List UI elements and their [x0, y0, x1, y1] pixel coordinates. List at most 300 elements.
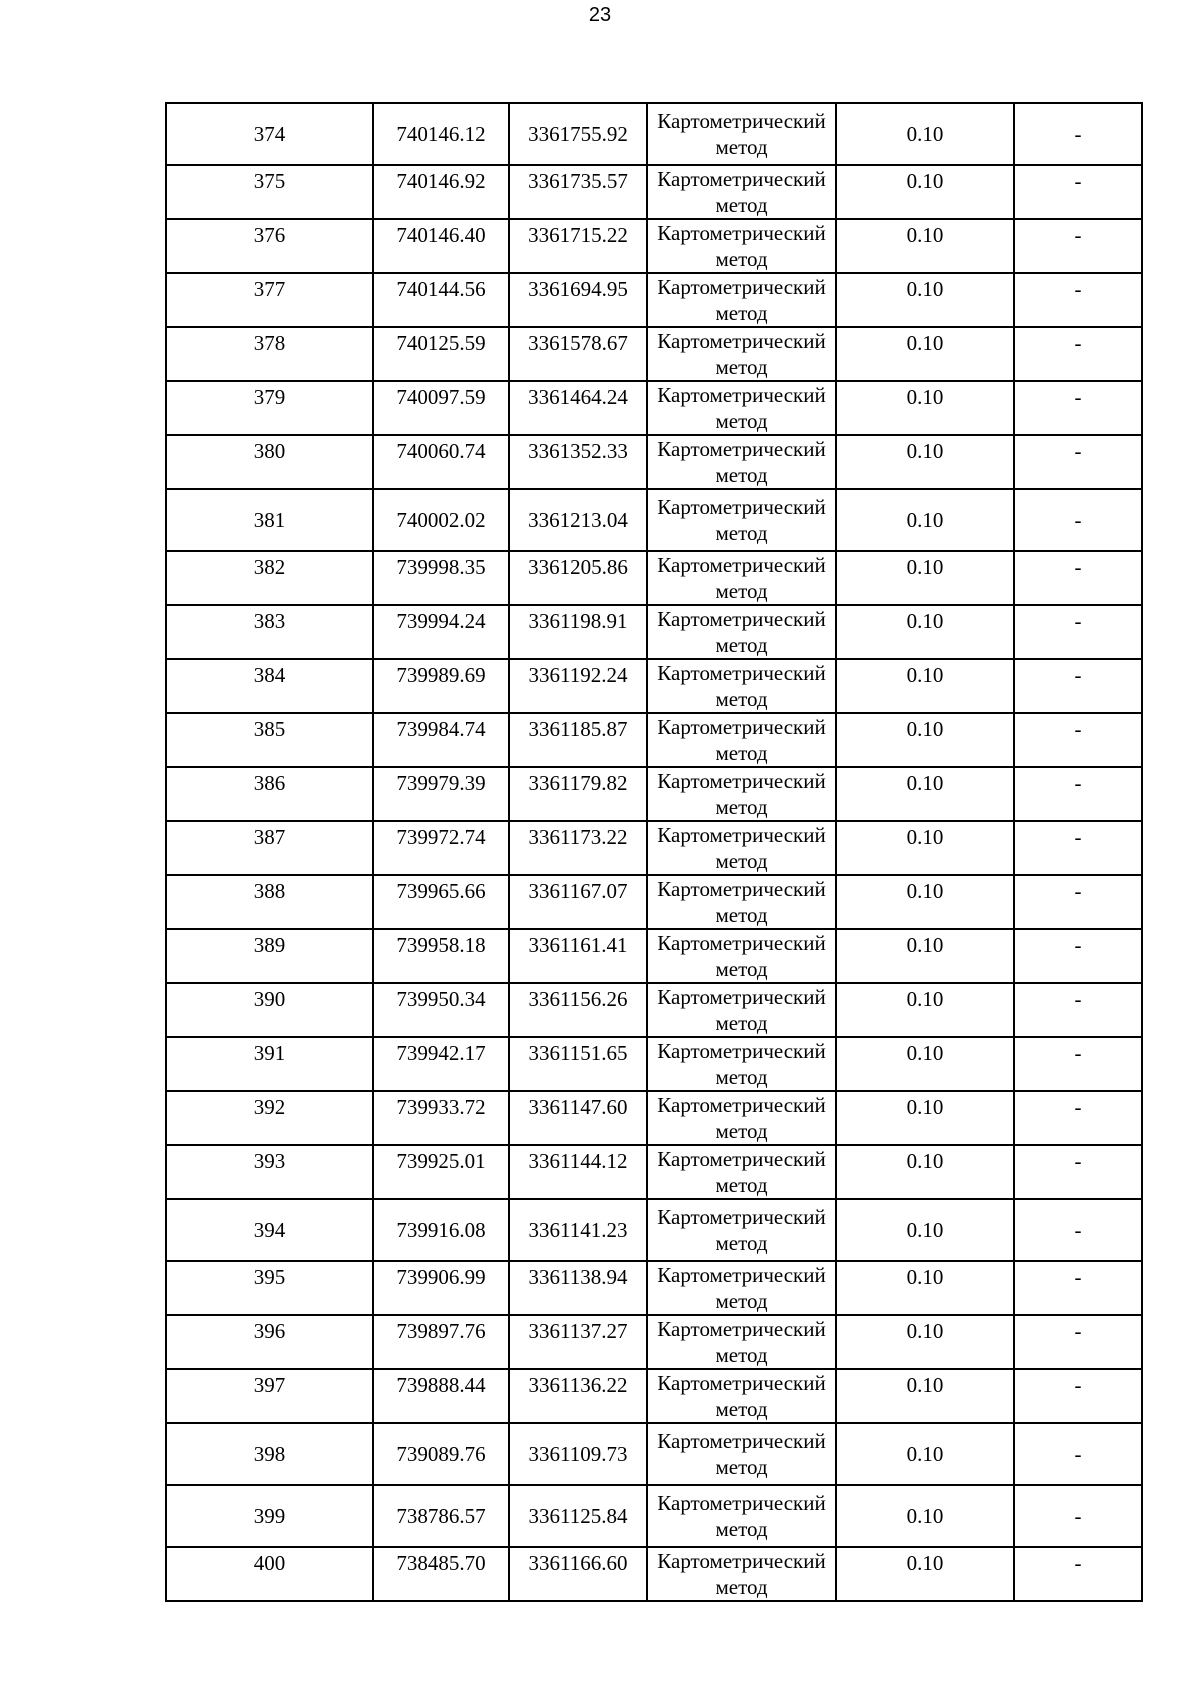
- y-coordinate-value: 3361147.60: [528, 1095, 628, 1119]
- method-line-2: метод: [715, 1575, 768, 1599]
- accuracy-value: 0.10: [906, 663, 944, 687]
- y-coordinate-cell: [509, 1485, 647, 1547]
- accuracy-cell: [836, 103, 1014, 165]
- y-coordinate-value: 3361138.94: [528, 1265, 628, 1289]
- point-number-value: 390: [253, 987, 286, 1011]
- y-coordinate-value: 3361205.86: [528, 555, 628, 579]
- note-value: -: [1074, 1218, 1082, 1242]
- accuracy-cell: [836, 875, 1014, 929]
- accuracy-value: 0.10: [906, 879, 944, 903]
- y-coordinate-value: 3361192.24: [528, 663, 628, 687]
- note-cell: [1014, 327, 1142, 381]
- x-coordinate-cell: [373, 1485, 509, 1547]
- method-line-2: метод: [715, 521, 768, 545]
- table-row: [166, 659, 1142, 713]
- method-line-2: метод: [715, 957, 768, 981]
- x-coordinate-cell: [373, 1547, 509, 1601]
- accuracy-cell: [836, 1145, 1014, 1199]
- accuracy-cell: [836, 327, 1014, 381]
- table-row: [166, 551, 1142, 605]
- x-coordinate-value: 738786.57: [396, 1504, 486, 1528]
- method-line-2: метод: [715, 135, 768, 159]
- table-row: [166, 489, 1142, 551]
- y-coordinate-cell: [509, 489, 647, 551]
- point-number-cell: [166, 1547, 373, 1601]
- y-coordinate-value: 3361156.26: [528, 987, 628, 1011]
- method-cell: [647, 1369, 836, 1423]
- x-coordinate-value: 739984.74: [396, 717, 486, 741]
- method-line-1: Картометрический: [657, 275, 826, 299]
- method-cell: [647, 767, 836, 821]
- note-cell: [1014, 381, 1142, 435]
- method-cell: [647, 1547, 836, 1601]
- x-coordinate-cell: [373, 1315, 509, 1369]
- table-row: [166, 435, 1142, 489]
- x-coordinate-cell: [373, 165, 509, 219]
- method-line-1: Картометрический: [657, 931, 826, 955]
- point-number-value: 387: [253, 825, 286, 849]
- x-coordinate-value: 739933.72: [396, 1095, 486, 1119]
- method-line-1: Картометрический: [657, 985, 826, 1009]
- method-cell: [647, 219, 836, 273]
- method-cell: [647, 103, 836, 165]
- accuracy-value: 0.10: [906, 1041, 944, 1065]
- x-coordinate-cell: [373, 1037, 509, 1091]
- accuracy-value: 0.10: [906, 1504, 944, 1528]
- point-number-cell: [166, 551, 373, 605]
- y-coordinate-cell: [509, 1369, 647, 1423]
- y-coordinate-cell: [509, 659, 647, 713]
- y-coordinate-value: 3361144.12: [528, 1149, 628, 1173]
- method-cell: [647, 1145, 836, 1199]
- x-coordinate-cell: [373, 327, 509, 381]
- y-coordinate-value: 3361715.22: [528, 223, 628, 247]
- y-coordinate-cell: [509, 165, 647, 219]
- note-cell: [1014, 1485, 1142, 1547]
- method-line-1: Картометрический: [657, 1491, 826, 1515]
- point-number-value: 392: [253, 1095, 286, 1119]
- point-number-cell: [166, 219, 373, 273]
- x-coordinate-value: 740146.40: [396, 223, 486, 247]
- method-line-2: метод: [715, 849, 768, 873]
- y-coordinate-cell: [509, 327, 647, 381]
- note-cell: [1014, 1547, 1142, 1601]
- method-line-1: Картометрический: [657, 109, 826, 133]
- x-coordinate-cell: [373, 1423, 509, 1485]
- accuracy-cell: [836, 435, 1014, 489]
- accuracy-value: 0.10: [906, 609, 944, 633]
- y-coordinate-cell: [509, 551, 647, 605]
- x-coordinate-value: 739989.69: [396, 663, 486, 687]
- method-line-2: метод: [715, 1517, 768, 1541]
- y-coordinate-cell: [509, 1199, 647, 1261]
- table-row: [166, 1037, 1142, 1091]
- accuracy-value: 0.10: [906, 987, 944, 1011]
- accuracy-value: 0.10: [906, 122, 944, 146]
- note-value: -: [1074, 1373, 1082, 1397]
- accuracy-cell: [836, 1261, 1014, 1315]
- point-number-value: 379: [253, 385, 286, 409]
- method-line-2: метод: [715, 795, 768, 819]
- point-number-value: 374: [253, 122, 286, 146]
- method-line-2: метод: [715, 463, 768, 487]
- method-cell: [647, 713, 836, 767]
- y-coordinate-cell: [509, 1091, 647, 1145]
- table-row: [166, 1547, 1142, 1601]
- x-coordinate-cell: [373, 983, 509, 1037]
- accuracy-cell: [836, 1199, 1014, 1261]
- y-coordinate-value: 3361464.24: [528, 385, 628, 409]
- accuracy-value: 0.10: [906, 717, 944, 741]
- x-coordinate-value: 740125.59: [396, 331, 486, 355]
- x-coordinate-cell: [373, 767, 509, 821]
- x-coordinate-value: 739950.34: [396, 987, 486, 1011]
- y-coordinate-cell: [509, 875, 647, 929]
- x-coordinate-cell: [373, 713, 509, 767]
- method-line-1: Картометрический: [657, 383, 826, 407]
- x-coordinate-cell: [373, 435, 509, 489]
- x-coordinate-value: 739089.76: [396, 1442, 486, 1466]
- method-cell: [647, 1261, 836, 1315]
- accuracy-cell: [836, 1315, 1014, 1369]
- point-number-value: 396: [253, 1319, 286, 1343]
- method-line-1: Картометрический: [657, 167, 826, 191]
- method-line-2: метод: [715, 741, 768, 765]
- accuracy-value: 0.10: [906, 331, 944, 355]
- accuracy-cell: [836, 1423, 1014, 1485]
- method-line-1: Картометрический: [657, 1147, 826, 1171]
- method-cell: [647, 435, 836, 489]
- method-line-2: метод: [715, 687, 768, 711]
- note-value: -: [1074, 663, 1082, 687]
- y-coordinate-cell: [509, 1037, 647, 1091]
- note-cell: [1014, 1037, 1142, 1091]
- y-coordinate-value: 3361125.84: [528, 1504, 628, 1528]
- point-number-cell: [166, 1091, 373, 1145]
- y-coordinate-cell: [509, 1261, 647, 1315]
- accuracy-cell: [836, 713, 1014, 767]
- method-line-1: Картометрический: [657, 437, 826, 461]
- point-number-cell: [166, 1423, 373, 1485]
- method-line-1: Картометрический: [657, 495, 826, 519]
- method-line-1: Картометрический: [657, 769, 826, 793]
- table-row: [166, 273, 1142, 327]
- accuracy-cell: [836, 273, 1014, 327]
- point-number-cell: [166, 1145, 373, 1199]
- table-row: [166, 1145, 1142, 1199]
- method-line-2: метод: [715, 903, 768, 927]
- table-row: [166, 1199, 1142, 1261]
- y-coordinate-cell: [509, 1145, 647, 1199]
- point-number-value: 378: [253, 331, 286, 355]
- method-line-2: метод: [715, 409, 768, 433]
- x-coordinate-value: 738485.70: [396, 1551, 486, 1575]
- point-number-value: 376: [253, 223, 286, 247]
- y-coordinate-cell: [509, 1547, 647, 1601]
- point-number-cell: [166, 605, 373, 659]
- note-cell: [1014, 1369, 1142, 1423]
- accuracy-value: 0.10: [906, 825, 944, 849]
- note-cell: [1014, 551, 1142, 605]
- table-row: [166, 1485, 1142, 1547]
- y-coordinate-value: 3361735.57: [528, 169, 628, 193]
- note-value: -: [1074, 1265, 1082, 1289]
- method-cell: [647, 659, 836, 713]
- note-value: -: [1074, 1442, 1082, 1466]
- accuracy-value: 0.10: [906, 771, 944, 795]
- point-number-value: 384: [253, 663, 286, 687]
- note-value: -: [1074, 439, 1082, 463]
- note-cell: [1014, 165, 1142, 219]
- method-line-2: метод: [715, 1455, 768, 1479]
- method-cell: [647, 1037, 836, 1091]
- method-line-1: Картометрический: [657, 1317, 826, 1341]
- x-coordinate-value: 739958.18: [396, 933, 486, 957]
- table-row: [166, 983, 1142, 1037]
- note-cell: [1014, 713, 1142, 767]
- y-coordinate-value: 3361352.33: [528, 439, 628, 463]
- accuracy-cell: [836, 659, 1014, 713]
- x-coordinate-cell: [373, 821, 509, 875]
- note-value: -: [1074, 1319, 1082, 1343]
- x-coordinate-cell: [373, 875, 509, 929]
- point-number-value: 397: [253, 1373, 286, 1397]
- method-cell: [647, 165, 836, 219]
- note-value: -: [1074, 1095, 1082, 1119]
- note-value: -: [1074, 879, 1082, 903]
- accuracy-cell: [836, 381, 1014, 435]
- method-line-1: Картометрический: [657, 1371, 826, 1395]
- method-cell: [647, 1199, 836, 1261]
- point-number-cell: [166, 1037, 373, 1091]
- y-coordinate-value: 3361179.82: [528, 771, 628, 795]
- x-coordinate-value: 739942.17: [396, 1041, 486, 1065]
- note-cell: [1014, 875, 1142, 929]
- table-row: [166, 1315, 1142, 1369]
- method-cell: [647, 821, 836, 875]
- table-row: [166, 1369, 1142, 1423]
- accuracy-value: 0.10: [906, 933, 944, 957]
- note-cell: [1014, 273, 1142, 327]
- method-cell: [647, 875, 836, 929]
- note-cell: [1014, 767, 1142, 821]
- method-line-2: метод: [715, 247, 768, 271]
- method-line-2: метод: [715, 1343, 768, 1367]
- note-cell: [1014, 1315, 1142, 1369]
- accuracy-cell: [836, 551, 1014, 605]
- accuracy-cell: [836, 1091, 1014, 1145]
- accuracy-cell: [836, 983, 1014, 1037]
- table-row: [166, 1261, 1142, 1315]
- method-line-1: Картометрический: [657, 1205, 826, 1229]
- point-number-value: 395: [253, 1265, 286, 1289]
- point-number-cell: [166, 1369, 373, 1423]
- accuracy-value: 0.10: [906, 1149, 944, 1173]
- point-number-value: 375: [253, 169, 286, 193]
- table-row: [166, 875, 1142, 929]
- method-line-2: метод: [715, 579, 768, 603]
- note-cell: [1014, 219, 1142, 273]
- method-line-2: метод: [715, 1289, 768, 1313]
- x-coordinate-value: 740144.56: [396, 277, 486, 301]
- note-value: -: [1074, 771, 1082, 795]
- method-line-1: Картометрический: [657, 715, 826, 739]
- x-coordinate-cell: [373, 1145, 509, 1199]
- y-coordinate-value: 3361213.04: [528, 508, 628, 532]
- x-coordinate-value: 739972.74: [396, 825, 486, 849]
- accuracy-cell: [836, 605, 1014, 659]
- method-line-2: метод: [715, 1173, 768, 1197]
- point-number-cell: [166, 713, 373, 767]
- point-number-cell: [166, 875, 373, 929]
- point-number-value: 383: [253, 609, 286, 633]
- y-coordinate-value: 3361198.91: [528, 609, 628, 633]
- x-coordinate-cell: [373, 1199, 509, 1261]
- y-coordinate-cell: [509, 219, 647, 273]
- x-coordinate-cell: [373, 1091, 509, 1145]
- y-coordinate-value: 3361173.22: [528, 825, 628, 849]
- note-value: -: [1074, 122, 1082, 146]
- point-number-value: 380: [253, 439, 286, 463]
- point-number-cell: [166, 489, 373, 551]
- point-number-cell: [166, 983, 373, 1037]
- note-value: -: [1074, 508, 1082, 532]
- accuracy-cell: [836, 1369, 1014, 1423]
- x-coordinate-value: 739998.35: [396, 555, 486, 579]
- accuracy-value: 0.10: [906, 508, 944, 532]
- point-number-value: 400: [253, 1551, 286, 1575]
- method-line-1: Картометрический: [657, 877, 826, 901]
- accuracy-value: 0.10: [906, 1442, 944, 1466]
- method-cell: [647, 1315, 836, 1369]
- y-coordinate-cell: [509, 273, 647, 327]
- x-coordinate-value: 739979.39: [396, 771, 486, 795]
- note-value: -: [1074, 1551, 1082, 1575]
- point-number-value: 385: [253, 717, 286, 741]
- method-cell: [647, 983, 836, 1037]
- point-number-cell: [166, 767, 373, 821]
- accuracy-value: 0.10: [906, 223, 944, 247]
- point-number-cell: [166, 1261, 373, 1315]
- x-coordinate-cell: [373, 1369, 509, 1423]
- note-value: -: [1074, 169, 1082, 193]
- note-cell: [1014, 103, 1142, 165]
- x-coordinate-value: 739994.24: [396, 609, 486, 633]
- method-line-2: метод: [715, 193, 768, 217]
- y-coordinate-value: 3361161.41: [528, 933, 628, 957]
- method-cell: [647, 551, 836, 605]
- page-number: 23: [588, 4, 612, 26]
- note-value: -: [1074, 331, 1082, 355]
- method-line-1: Картометрический: [657, 221, 826, 245]
- point-number-cell: [166, 435, 373, 489]
- y-coordinate-value: 3361755.92: [528, 122, 628, 146]
- point-number-value: 394: [253, 1218, 286, 1242]
- accuracy-cell: [836, 1547, 1014, 1601]
- accuracy-cell: [836, 929, 1014, 983]
- note-cell: [1014, 929, 1142, 983]
- point-number-value: 377: [253, 277, 286, 301]
- point-number-cell: [166, 103, 373, 165]
- x-coordinate-value: 739906.99: [396, 1265, 486, 1289]
- table-row: [166, 1091, 1142, 1145]
- table-row: [166, 327, 1142, 381]
- accuracy-cell: [836, 1037, 1014, 1091]
- note-cell: [1014, 1261, 1142, 1315]
- point-number-cell: [166, 1315, 373, 1369]
- y-coordinate-cell: [509, 1423, 647, 1485]
- accuracy-value: 0.10: [906, 439, 944, 463]
- method-line-1: Картометрический: [657, 661, 826, 685]
- accuracy-value: 0.10: [906, 385, 944, 409]
- method-cell: [647, 1423, 836, 1485]
- point-number-cell: [166, 929, 373, 983]
- x-coordinate-value: 740146.92: [396, 169, 486, 193]
- x-coordinate-cell: [373, 489, 509, 551]
- x-coordinate-cell: [373, 273, 509, 327]
- x-coordinate-cell: [373, 929, 509, 983]
- method-cell: [647, 273, 836, 327]
- y-coordinate-value: 3361151.65: [528, 1041, 628, 1065]
- point-number-value: 388: [253, 879, 286, 903]
- method-line-1: Картометрический: [657, 1429, 826, 1453]
- note-cell: [1014, 1145, 1142, 1199]
- method-line-1: Картометрический: [657, 823, 826, 847]
- y-coordinate-value: 3361141.23: [528, 1218, 628, 1242]
- table-row: [166, 1423, 1142, 1485]
- y-coordinate-cell: [509, 983, 647, 1037]
- table-body: [166, 103, 1142, 1601]
- y-coordinate-cell: [509, 821, 647, 875]
- y-coordinate-value: 3361167.07: [528, 879, 628, 903]
- method-line-2: метод: [715, 1065, 768, 1089]
- x-coordinate-value: 740060.74: [396, 439, 486, 463]
- method-line-1: Картометрический: [657, 1093, 826, 1117]
- method-cell: [647, 327, 836, 381]
- x-coordinate-value: 740097.59: [396, 385, 486, 409]
- y-coordinate-cell: [509, 435, 647, 489]
- method-line-2: метод: [715, 1011, 768, 1035]
- point-number-cell: [166, 165, 373, 219]
- x-coordinate-cell: [373, 1261, 509, 1315]
- accuracy-value: 0.10: [906, 277, 944, 301]
- accuracy-value: 0.10: [906, 1095, 944, 1119]
- x-coordinate-value: 739965.66: [396, 879, 486, 903]
- method-line-1: Картометрический: [657, 329, 826, 353]
- y-coordinate-cell: [509, 103, 647, 165]
- point-number-value: 381: [253, 508, 286, 532]
- method-cell: [647, 1485, 836, 1547]
- note-cell: [1014, 435, 1142, 489]
- note-cell: [1014, 983, 1142, 1037]
- coordinates-table: [165, 102, 1143, 1602]
- y-coordinate-cell: [509, 713, 647, 767]
- method-line-1: Картометрический: [657, 1549, 826, 1573]
- y-coordinate-cell: [509, 767, 647, 821]
- note-value: -: [1074, 385, 1082, 409]
- point-number-cell: [166, 273, 373, 327]
- note-value: -: [1074, 277, 1082, 301]
- x-coordinate-cell: [373, 219, 509, 273]
- table-row: [166, 929, 1142, 983]
- note-value: -: [1074, 555, 1082, 579]
- method-cell: [647, 1091, 836, 1145]
- y-coordinate-value: 3361185.87: [528, 717, 628, 741]
- accuracy-value: 0.10: [906, 1265, 944, 1289]
- note-value: -: [1074, 223, 1082, 247]
- x-coordinate-value: 739888.44: [396, 1373, 486, 1397]
- table-row: [166, 713, 1142, 767]
